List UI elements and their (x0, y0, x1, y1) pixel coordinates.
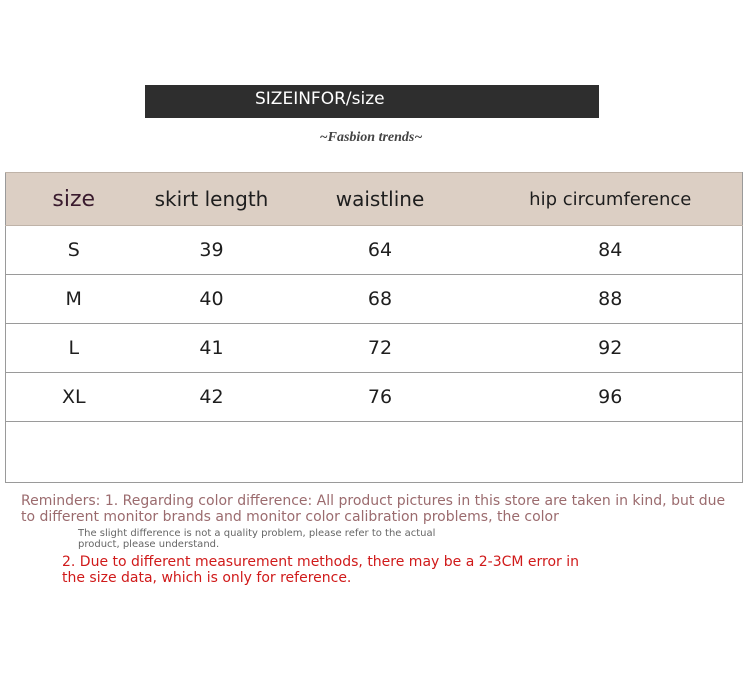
table-body (6, 226, 743, 483)
cell-skirt-length: 39 (142, 226, 282, 275)
cell-empty (479, 422, 743, 483)
table-row-empty (6, 422, 743, 483)
cell-skirt-length: 41 (142, 324, 282, 373)
table-row (6, 324, 743, 373)
size-table (5, 172, 743, 483)
cell-size: L (6, 324, 142, 373)
cell-empty (142, 422, 282, 483)
header-size: size (6, 173, 142, 226)
banner-title: SIZEINFOR/size (255, 89, 385, 109)
cell-size: XL (6, 373, 142, 422)
table-header (6, 173, 743, 226)
cell-waistline: 68 (282, 275, 479, 324)
cell-empty (6, 422, 142, 483)
table-row (6, 226, 743, 275)
header-hip-circumference: hip circumference (479, 173, 743, 226)
cell-hip-circumference: 96 (479, 373, 743, 422)
cell-waistline: 76 (282, 373, 479, 422)
reminder-text: Reminders: 1. Regarding color difference: All product pictures in this store are taken in kind, but due to different monitor brands and monitor color calibration problems, the color (21, 493, 726, 525)
cell-waistline: 72 (282, 324, 479, 373)
cell-size: S (6, 226, 142, 275)
title-banner (145, 85, 599, 118)
cell-size: M (6, 275, 142, 324)
measurement-warning: 2. Due to different measurement methods, there may be a 2-3CM error in the size data, which is only for reference. (62, 554, 580, 586)
cell-empty (282, 422, 479, 483)
cell-hip-circumference: 92 (479, 324, 743, 373)
table-row (6, 275, 743, 324)
small-note: The slight difference is not a quality problem, please refer to the actual product, please understand. (78, 528, 436, 550)
cell-skirt-length: 40 (142, 275, 282, 324)
cell-waistline: 64 (282, 226, 479, 275)
cell-skirt-length: 42 (142, 373, 282, 422)
table-row (6, 373, 743, 422)
cell-hip-circumference: 84 (479, 226, 743, 275)
header-waistline: waistline (282, 173, 479, 226)
header-skirt-length: skirt length (142, 173, 282, 226)
cell-hip-circumference: 88 (479, 275, 743, 324)
header-row (6, 173, 743, 226)
subtitle: ~Fasbion trends~ (319, 130, 423, 145)
